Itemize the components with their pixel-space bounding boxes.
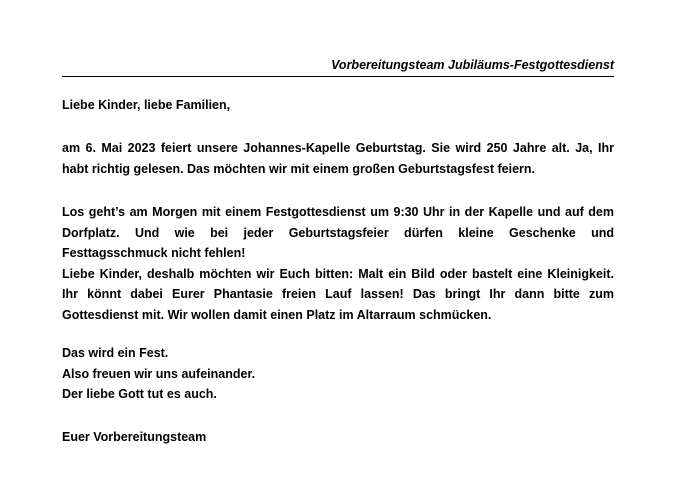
letter-paragraph-2 xyxy=(62,202,614,325)
paragraph-2-line-6: Gottesdienst mit. Wir wollen damit einen Platz im Altarraum schmücken. xyxy=(62,307,492,322)
paragraph-1-line-2: habt richtig gelesen. Das möchten wir mit einem großen Geburtstagsfest feiern. xyxy=(62,161,536,176)
closing-line-1: Das wird ein Fest. xyxy=(62,346,169,360)
letter-closing xyxy=(62,343,614,405)
document-header: Vorbereitungsteam Jubiläums-Festgottesdienst xyxy=(331,58,614,72)
letter-paragraph-1 xyxy=(62,138,614,179)
paragraph-2-line-1: Los geht’s am Morgen mit einem Festgottesdienst um 9:30 Uhr in der Kapelle und auf dem xyxy=(62,205,614,219)
paragraph-2-line-5: Ihr könnt dabei Eurer Phantasie freien Lauf lassen! Das bringt Ihr dann bitte zum xyxy=(62,287,614,301)
letter-signature: Euer Vorbereitungsteam xyxy=(62,430,207,444)
paragraph-2-line-3: Festtagsschmuck nicht fehlen! xyxy=(62,246,246,260)
paragraph-1-line-1: am 6. Mai 2023 feiert unsere Johannes-Kapelle Geburtstag. Sie wird 250 Jahre alt. Ja, Ihr xyxy=(62,141,614,155)
closing-line-2: Also freuen wir uns aufeinander. xyxy=(62,366,256,381)
closing-line-3: Der liebe Gott tut es auch. xyxy=(62,387,217,401)
letter-greeting: Liebe Kinder, liebe Familien, xyxy=(62,98,231,112)
paragraph-2-line-4: Liebe Kinder, deshalb möchten wir Euch bitten: Malt ein Bild oder bastelt eine Kleinigkeit. xyxy=(62,266,614,281)
paragraph-2-line-2: Dorfplatz. Und wie bei jeder Geburtstagsfeier dürfen kleine Geschenke und xyxy=(62,225,614,240)
header-divider xyxy=(62,76,614,77)
